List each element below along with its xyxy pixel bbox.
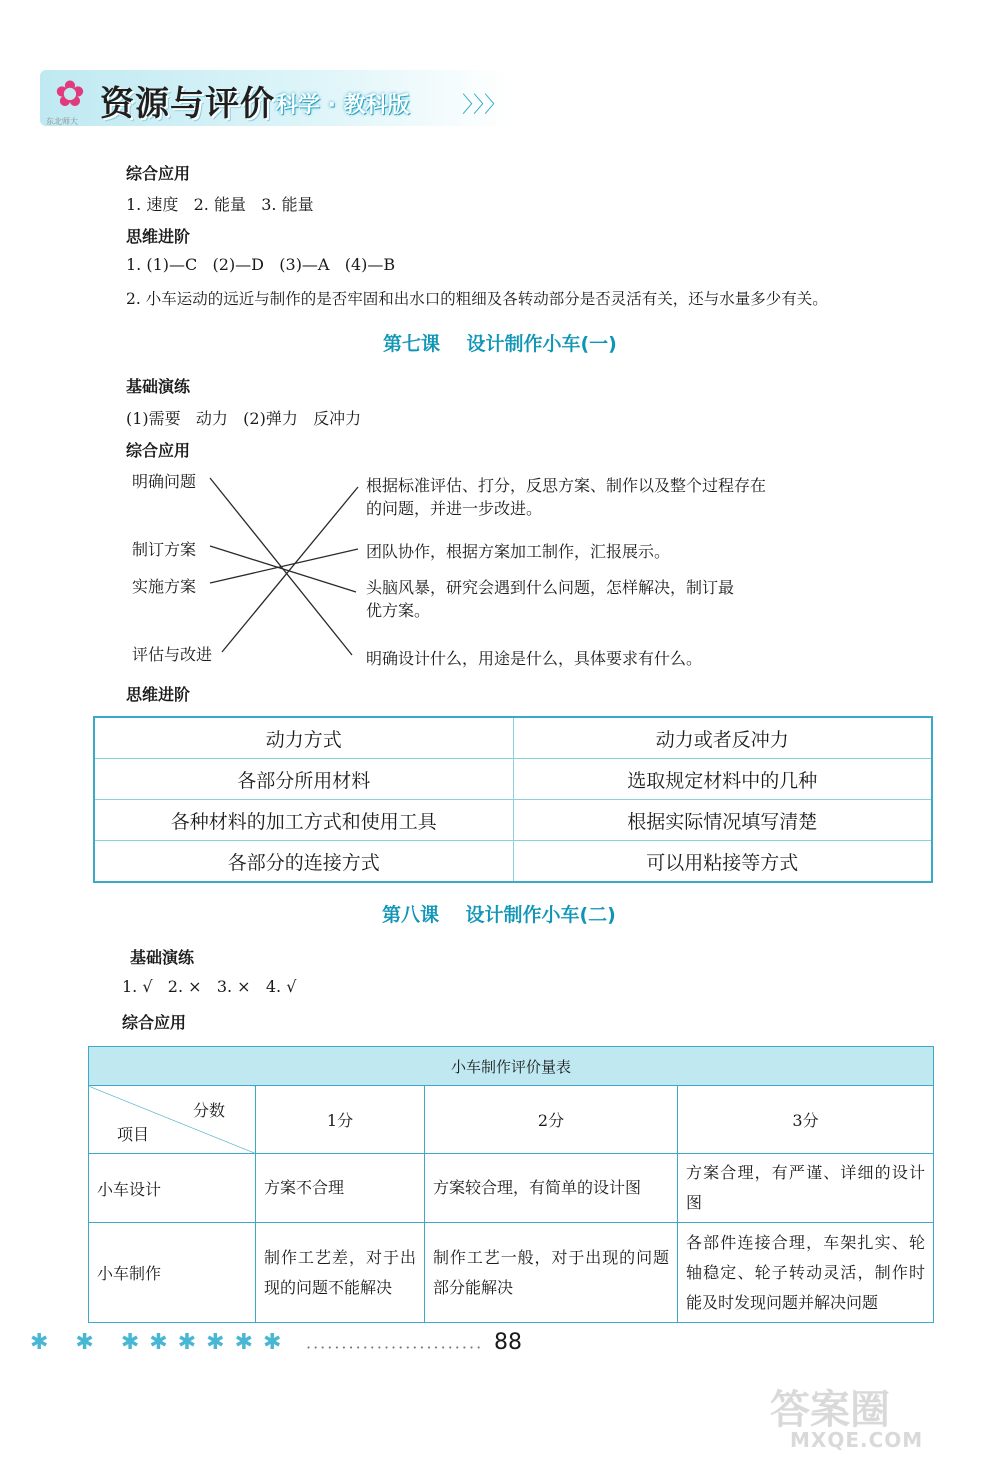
match-left-item: 评估与改进: [132, 645, 213, 664]
star-decoration-icon: ✱ ✱ ✱✱✱✱✱✱: [30, 1330, 292, 1355]
match-left-item: 制订方案: [132, 540, 197, 559]
section-heading: 综合应用: [126, 164, 191, 183]
logo-caption: 东北师大: [46, 117, 78, 126]
table-cell: 各部件连接合理，车架扎实、轮轴稳定、轮子转动灵活，制作时能及时发现问题并解决问题: [678, 1223, 934, 1323]
match-right-item: 团队协作，根据方案加工制作，汇报展示。: [366, 542, 671, 561]
watermark-url: MXQE.COM: [790, 1428, 924, 1452]
table-cell: 方案不合理: [256, 1154, 425, 1223]
watermark: 答案圈: [770, 1387, 890, 1433]
section-heading: 思维进阶: [126, 227, 191, 246]
answer-line: (1)需要 动力 (2)弹力 反冲力: [126, 409, 362, 428]
corner-label-score: 分数: [192, 1101, 225, 1120]
column-header: 3分: [678, 1086, 934, 1154]
lesson-title: 第七课 设计制作小车(一): [383, 333, 617, 355]
table-cell: 可以用粘接等方式: [513, 841, 932, 883]
match-left-item: 实施方案: [132, 577, 197, 596]
table-cell: 各种材料的加工方式和使用工具: [94, 800, 513, 841]
table-cell: 方案合理，有严谨、详细的设计图: [678, 1154, 934, 1223]
section-heading: 思维进阶: [126, 685, 191, 704]
table-cell: 选取规定材料中的几种: [513, 759, 932, 800]
table-cell: 制作工艺一般，对于出现的问题部分能解决: [425, 1223, 678, 1323]
table-cell: 各部分所用材料: [94, 759, 513, 800]
table-row: [94, 717, 932, 759]
table-header-row: [89, 1086, 934, 1154]
page-number: 88: [494, 1330, 522, 1355]
dotted-leader: ·························: [306, 1338, 484, 1357]
table-cell: 制作工艺差，对于出现的问题不能解决: [256, 1223, 425, 1323]
book-subtitle: 科学 · 教科版: [276, 93, 410, 118]
book-title: 资源与评价: [100, 84, 275, 124]
answer-line: 1. 速度 2. 能量 3. 能量: [126, 195, 314, 214]
table-cell: 动力或者反冲力: [513, 717, 932, 759]
corner-label-item: 项目: [117, 1125, 150, 1144]
match-left-item: 明确问题: [132, 472, 197, 491]
lesson-title: 第八课 设计制作小车(二): [382, 904, 616, 926]
column-header: 1分: [256, 1086, 425, 1154]
evaluation-table: [88, 1046, 934, 1323]
answer-line: 1. (1)—C (2)—D (3)—A (4)—B: [126, 255, 396, 274]
column-header: 2分: [425, 1086, 678, 1154]
section-heading: 基础演练: [126, 377, 191, 396]
match-right-item: 头脑风暴，研究会遇到什么问题，怎样解决，制订最优方案。: [366, 578, 735, 620]
table-corner-cell: [89, 1086, 256, 1154]
table-cell: 方案较合理，有简单的设计图: [425, 1154, 678, 1223]
table-row: [89, 1223, 934, 1323]
row-label: 小车设计: [89, 1154, 256, 1223]
table-caption: 小车制作评价量表: [89, 1047, 934, 1086]
match-line: [210, 549, 358, 583]
match-right-item: 明确设计什么，用途是什么，具体要求有什么。: [366, 649, 703, 668]
table-cell: 根据实际情况填写清楚: [513, 800, 932, 841]
match-line: [222, 487, 358, 652]
section-heading: 综合应用: [126, 441, 191, 460]
table-row: [94, 800, 932, 841]
table-cell: 各部分的连接方式: [94, 841, 513, 883]
match-right-item: 根据标准评估、打分，反思方案、制作以及整个过程存在的问题，并进一步改进。: [366, 476, 767, 518]
match-line: [210, 546, 356, 592]
star-logo-icon: ✿: [54, 74, 86, 115]
section-heading: 综合应用: [122, 1013, 187, 1032]
table-cell: 动力方式: [94, 717, 513, 759]
answer-line: 2. 小车运动的远近与制作的是否牢固和出水口的粗细及各转动部分是否灵活有关，还与水量多少有关。: [126, 290, 828, 308]
table-row: [89, 1154, 934, 1223]
table-row: [94, 841, 932, 883]
chevron-right-icon: 〉〉〉: [462, 93, 507, 118]
answer-line: 1. √ 2. × 3. × 4. √: [122, 977, 297, 996]
table-row: [94, 759, 932, 800]
section-heading: 基础演练: [130, 948, 195, 967]
row-label: 小车制作: [89, 1223, 256, 1323]
design-table: [93, 716, 933, 883]
